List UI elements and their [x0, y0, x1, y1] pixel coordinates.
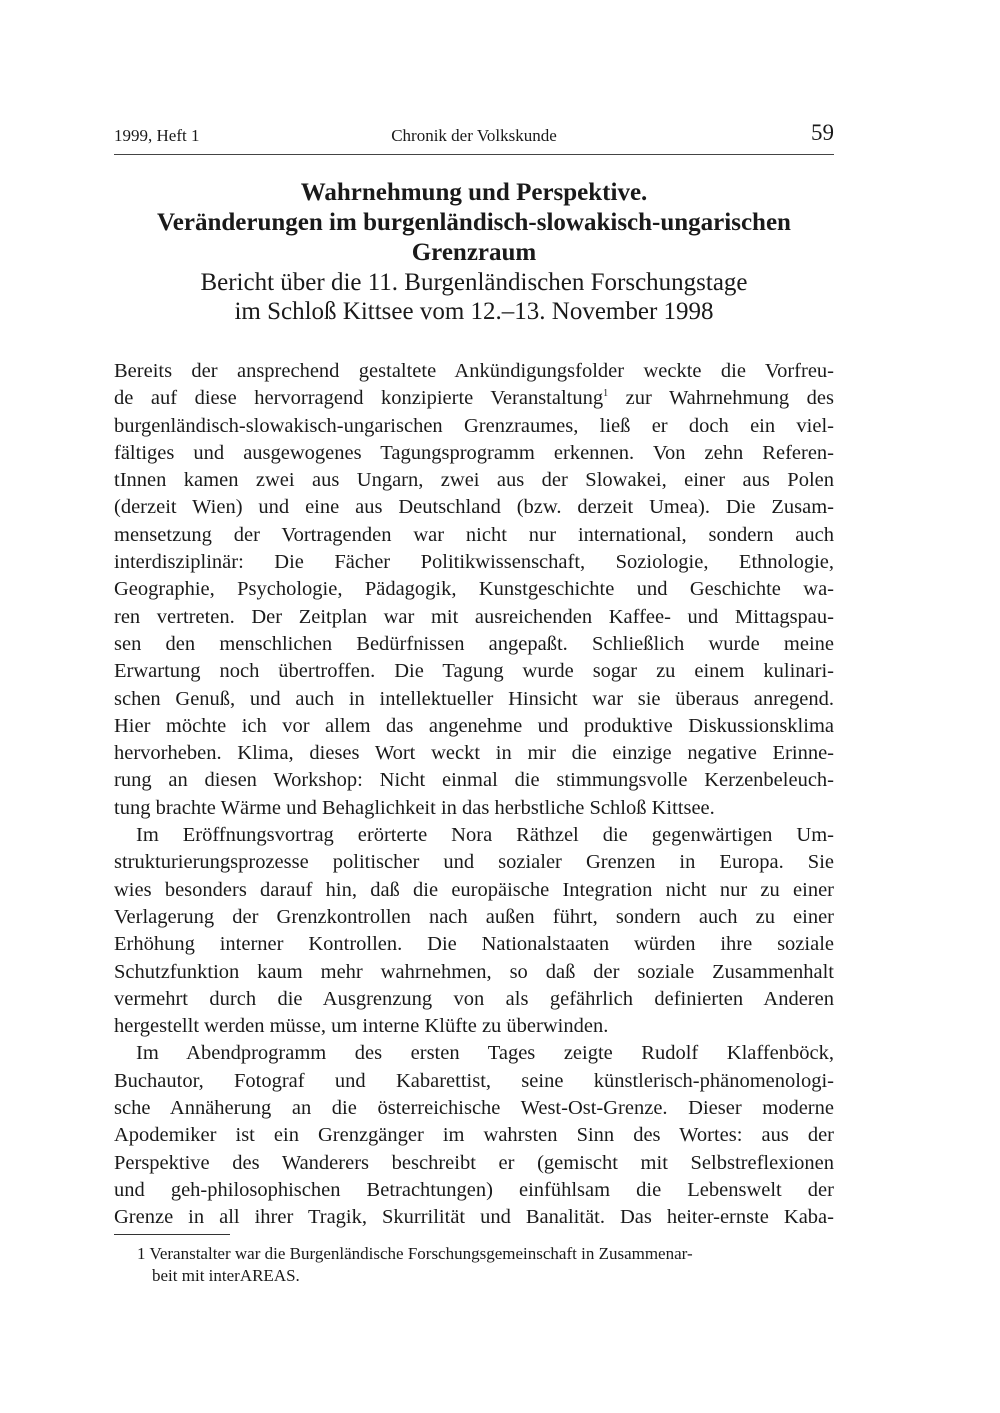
text-line: tung brachte Wärme und Behaglichkeit in das herbstliche Schloß Kittsee. [114, 796, 715, 819]
text-line: (derzeit Wien) und eine aus Deutschland (bzw. derzeit Umea). Die Zusam- [114, 496, 834, 519]
text-line: Erwartung noch übertroffen. Die Tagung wurde sogar zu einem kulinari- [114, 660, 834, 683]
text-line: Grenze in all ihrer Tragik, Skurrilität und Banalität. Das heiter-ernste Kaba- [114, 1206, 834, 1229]
text-line: Hier möchte ich vor allem das angenehme und produktive Diskussionsklima [114, 714, 834, 737]
text-line: Bereits der ansprechend gestaltete Ankündigungsfolder weckte die Vorfreu- [114, 360, 834, 382]
article-title-line: Veränderungen im burgenländisch-slowakisch-ungarischen [157, 209, 791, 236]
journal-issue: 1999, Heft 1 [114, 126, 200, 145]
text-line: Perspektive des Wanderers beschreibt er (gemischt mit Selbstreflexionen [114, 1151, 834, 1174]
paragraph [114, 358, 834, 822]
article-title-line: Wahrnehmung und Perspektive. [300, 179, 648, 206]
footnote [114, 1243, 834, 1287]
text-line: ren vertreten. Der Zeitplan war mit ausreichenden Kaffee- und Mittagspau- [114, 605, 834, 628]
article-title-block [114, 178, 834, 326]
article-body [114, 358, 834, 1232]
paragraph [114, 1040, 834, 1231]
text-line: schen Genuß, und auch in intellektueller Hinsicht war sie überaus anregend. [114, 687, 834, 710]
header-divider [114, 154, 834, 155]
text-line: interdisziplinär: Die Fächer Politikwissenschaft, Soziologie, Ethnologie, [114, 551, 834, 574]
text-line: mensetzung der Vortragenden war nicht nur international, sondern auch [114, 523, 834, 546]
text-line: strukturierungsprozesse politischer und sozialer Grenzen in Europa. Sie [114, 851, 834, 874]
text-line: Schutzfunktion kaum mehr wahrnehmen, so daß der soziale Zusammenhalt [114, 960, 834, 983]
text-line: fältiges und ausgewogenes Tagungsprogramm erkennen. Von zehn Referen- [114, 441, 834, 464]
text-line: vermehrt durch die Ausgrenzung von als gefährlich definierten Anderen [114, 987, 834, 1010]
footnote-line: 1 Veranstalter war die Burgenländische Forschungsgemeinschaft in Zusammenar- [137, 1244, 693, 1263]
text-line: Buchautor, Fotograf und Kabarettist, seine künstlerisch-phänomenologi- [114, 1069, 834, 1092]
text-line: Verlagerung der Grenzkontrollen nach außen führt, sondern auch zu einer [114, 905, 834, 928]
paragraph [114, 822, 834, 1040]
text-line: hergestellt werden müsse, um interne Klüfte zu überwinden. [114, 1015, 609, 1038]
text-line: Erhöhung interner Kontrollen. Die Nationalstaaten würden ihre soziale [114, 933, 834, 956]
footnote-line: beit mit interAREAS. [152, 1266, 300, 1285]
footnote-number: 1 [137, 1244, 146, 1263]
text-line: de auf diese hervorragend konzipierte Veranstaltung$^1$ zur Wahrnehmung des [114, 387, 834, 410]
footnote-reference[interactable]: 1 [603, 388, 609, 400]
text-line: Im Eröffnungsvortrag erörterte Nora Räthzel die gegenwärtigen Um- [136, 824, 834, 847]
text-line: rung an diesen Workshop: Nicht einmal die stimmungsvolle Kerzenbeleuch- [114, 769, 834, 792]
article-title-line: Grenzraum [411, 239, 537, 266]
text-line: Geographie, Psychologie, Pädagogik, Kunstgeschichte und Geschichte wa- [114, 578, 834, 601]
text-line: und geh-philosophischen Betrachtungen) einfühlsam die Lebenswelt der [114, 1178, 834, 1201]
text-line: Im Abendprogramm des ersten Tages zeigte Rudolf Klaffenböck, [136, 1042, 834, 1065]
text-line: wies besonders darauf hin, daß die europäische Integration nicht nur zu einer [114, 878, 834, 901]
page-number: 59 [811, 120, 834, 145]
text-line: tInnen kamen zwei aus Ungarn, zwei aus der Slowakei, einer aus Polen [114, 469, 834, 492]
footnote-divider [114, 1234, 230, 1235]
text-line: hervorheben. Klima, dieses Wort weckt in mir die einzige negative Erinne- [114, 742, 834, 765]
text-line: burgenländisch-slowakisch-ungarischen Grenzraumes, ließ er doch ein viel- [114, 414, 834, 437]
text-line: sche Annäherung an die österreichische West-Ost-Grenze. Dieser moderne [114, 1097, 834, 1120]
journal-title: Chronik der Volkskunde [391, 126, 557, 145]
article-subtitle-line: Bericht über die 11. Burgenländischen Forschungstage [200, 269, 748, 296]
article-subtitle-line: im Schloß Kittsee vom 12.–13. November 1998 [234, 298, 714, 325]
text-line: Apodemiker ist ein Grenzgänger im wahrsten Sinn des Wortes: aus der [114, 1124, 834, 1147]
text-line: sen den menschlichen Bedürfnissen angepaßt. Schließlich wurde meine [114, 632, 834, 655]
running-head [114, 122, 834, 150]
